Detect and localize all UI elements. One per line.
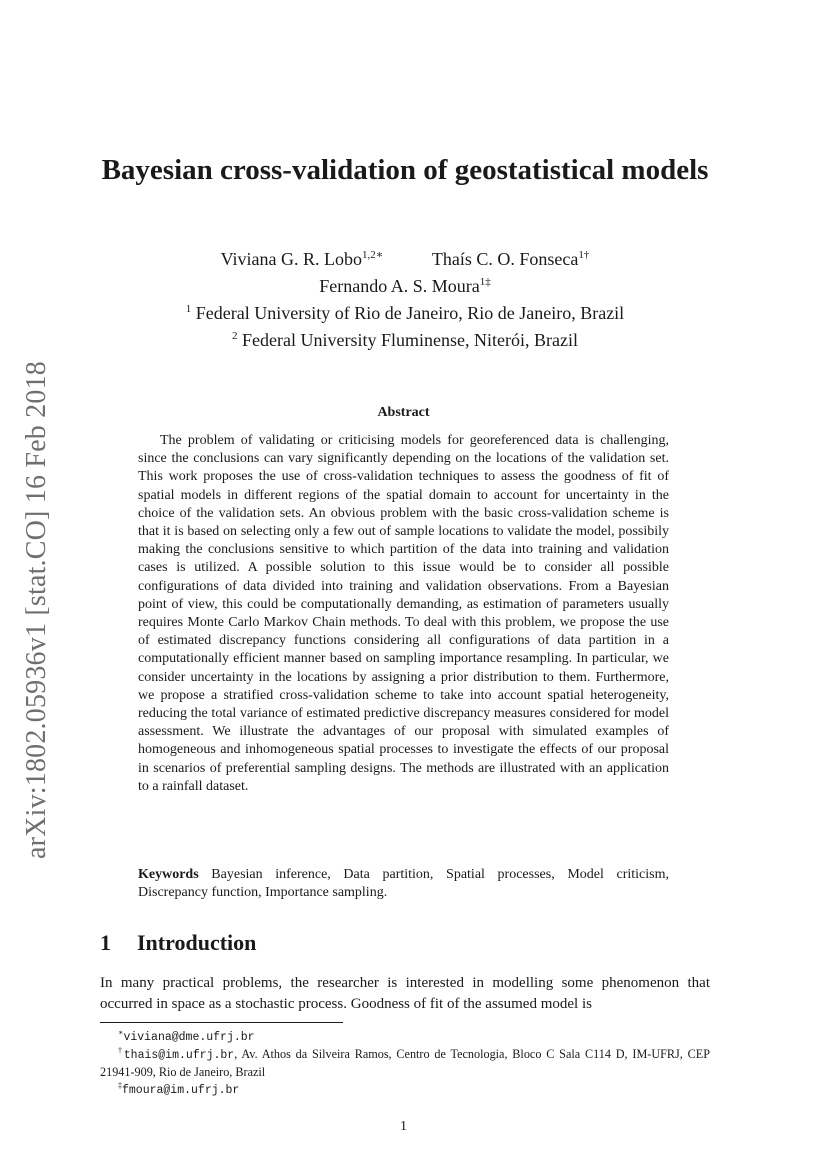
- footnote-text: , Av. Athos da Silveira Ramos, Centro de Tecnologia, Bloco C Sala C114 D, IM-UFRJ, CEP 21941-909, Rio de Janeiro, Brazil: [100, 1047, 710, 1079]
- footnote-email: viviana@dme.ufrj.br: [123, 1031, 255, 1044]
- affiliation-mark: 2: [232, 330, 238, 342]
- author-name: Viviana G. R. Lobo: [220, 249, 362, 269]
- keywords-text: Bayesian inference, Data partition, Spatial processes, Model criticism, Discrepancy function, Importance sampling.: [138, 867, 669, 901]
- footnote: [100, 1046, 710, 1081]
- affiliation: [100, 328, 710, 355]
- author-name: Fernando A. S. Moura: [319, 276, 480, 296]
- keywords: [138, 866, 669, 902]
- abstract-text: The problem of validating or criticising models for georeferenced data is challenging, since the conclusions can vary significantly depending on the locations of the validation set. This work proposes the use of cross-validation techniques to assess the goodness of fit of spatial models in different regions of the spatial domain to account for uncertainty in the choice of the validation sets. An obvious problem with the basic cross-validation scheme is that it is based on selecting only a few out of sample locations to validate the model, possibily making the conclusions sensitive to which partition of the data into training and validation cases is utilized. A possible solution to this issue would be to consider all possible configurations of data divided into training and validation observations. From a Bayesian point of view, this could be computationally demanding, as estimation of parameters usually requires Monte Carlo Markov Chain methods. To deal with this problem, we propose the use of estimated discrepancy functions considering all configurations of data partition in a computationally efficient manner based on sampling importance resampling. In particular, we consider uncertainty in the locations by assigning a prior distribution to them. Furthermore, we propose a stratified cross-validation scheme to take into account spatial heterogeneity, reducing the total variance of estimated predictive discrepancy measures considered for model assessment. We illustrate the advantages of our proposal with simulated examples of homogeneous and inhomogeneous spatial processes to investigate the effects of our proposal in scenarios of preferential sampling designs. The methods are illustrated with an application to a rainfall dataset.: [138, 433, 669, 794]
- footnote-mark: †: [118, 1046, 124, 1055]
- author-marks: 1,2∗: [362, 249, 384, 261]
- author-row: [100, 247, 710, 274]
- author-marks: 1‡: [479, 276, 491, 288]
- section-heading: [100, 930, 256, 956]
- affiliation-mark: 1: [185, 303, 192, 315]
- footnote-mark: ‡: [118, 1081, 122, 1090]
- author-block: [100, 247, 710, 355]
- paper-title: Bayesian cross-validation of geostatistical models: [101, 154, 709, 186]
- footnote-mark: ∗: [118, 1028, 124, 1037]
- affiliation-text: Federal University Fluminense, Niterói, Brazil: [242, 330, 578, 350]
- author-marks: 1†: [578, 249, 590, 261]
- footnote-email: fmoura@im.ufrj.br: [122, 1084, 240, 1097]
- arxiv-sidebar: [12, 360, 62, 860]
- abstract-heading: Abstract: [377, 405, 430, 420]
- keywords-label: Keywords: [138, 867, 199, 882]
- footnote: [100, 1081, 710, 1099]
- arxiv-identifier: arXiv:1802.05936v1 [stat.CO] 16 Feb 2018: [21, 361, 52, 859]
- section-number: 1: [100, 930, 111, 955]
- author-name: Thaís C. O. Fonseca: [431, 249, 579, 269]
- footnote-email: thais@im.ufrj.br: [123, 1049, 235, 1062]
- footnote-rule: [100, 1022, 343, 1023]
- section-title: Introduction: [137, 930, 257, 955]
- footnote: [100, 1028, 710, 1046]
- affiliation-text: Federal University of Rio de Janeiro, Rio de Janeiro, Brazil: [195, 303, 625, 323]
- affiliation: [100, 301, 710, 328]
- page-number: 1: [400, 1119, 407, 1134]
- footnotes: [100, 1028, 710, 1099]
- author-row: [100, 274, 710, 301]
- intro-paragraph: In many practical problems, the researcher is interested in modelling some phenomenon that occurred in space as a stochastic process. Goodness of fit of the assumed model is: [100, 975, 710, 1012]
